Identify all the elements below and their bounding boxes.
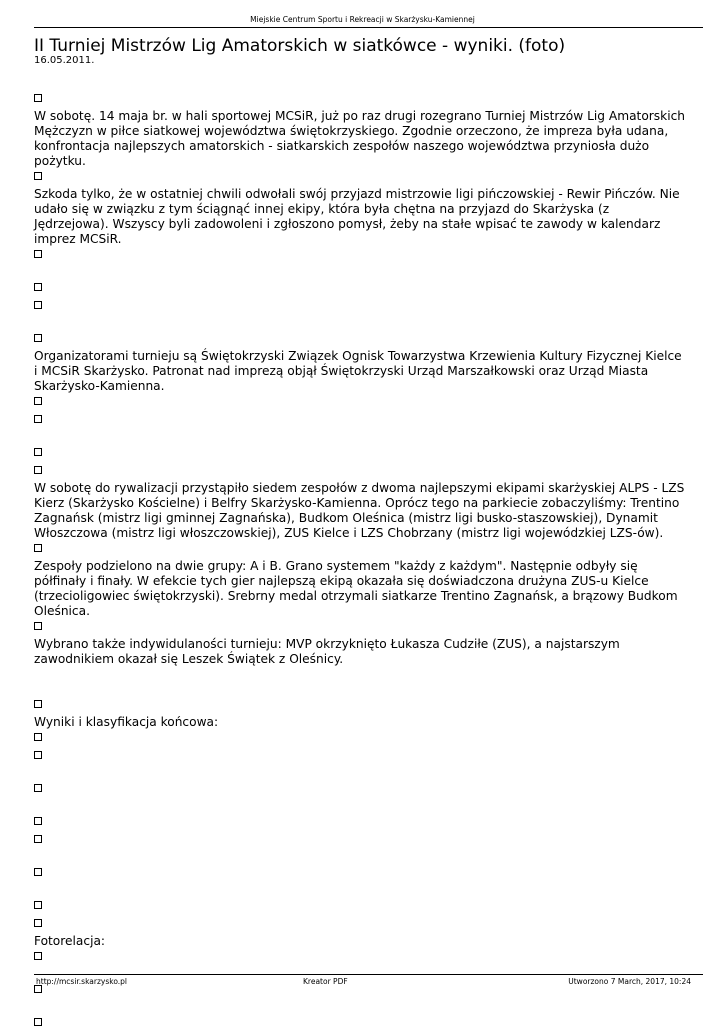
missing-image-icon (34, 301, 42, 309)
blank-line (34, 883, 686, 898)
article-paragraph: W sobotę do rywalizacji przystąpiło siedem zespołów z dwoma najlepszymi ekipami skarżyskiej ALPS - LZS Kierz (Skarżysko Kościelne) i Belfry Skarżysko-Kamienna. Oprócz tego na parkiecie zobaczyliśmy: Trentino Zagnańsk (mistrz ligi gminnej Zagnańska), Budkom Oleśnica (mistrz ligi busko-staszowskiej), Dynamit Włoszczowa (mistrz ligi włoszczowskiej), ZUS Kielce i LZS Chobrzany (mistrz ligi wojewódzkiej LZS-ów). (34, 481, 685, 540)
image-placeholder (34, 985, 686, 1000)
image-placeholder (34, 700, 686, 715)
blank-line (34, 430, 686, 445)
missing-image-icon (34, 985, 42, 993)
blank-line (34, 316, 686, 331)
image-placeholder (34, 466, 686, 481)
missing-image-icon (34, 868, 42, 876)
image-placeholder (34, 250, 686, 265)
image-placeholder (34, 283, 686, 298)
results-heading: Wyniki i klasyfikacja końcowa: (34, 715, 219, 729)
blank-line (34, 682, 686, 697)
missing-image-icon (34, 1018, 42, 1026)
image-placeholder (34, 301, 686, 316)
image-placeholder (34, 172, 686, 187)
footer-divider (34, 974, 703, 975)
missing-image-icon (34, 283, 42, 291)
image-placeholder (34, 544, 686, 559)
article-paragraph: W sobotę. 14 maja br. w hali sportowej MCSiR, już po raz drugi rozegrano Turniej Mistrzów Lig Amatorskich Mężczyzn w piłce siatkowej województwa świętokrzyskiego. Zgodnie orzeczono, że impreza była udana, konfrontacja najlepszych amatorskich - siatkarskich zespołów naszego województwa przyniosła dużo pożytku. (34, 109, 686, 168)
article-paragraph: Szkoda tylko, że w ostatniej chwili odwołali swój przyjazd mistrzowie ligi pińczowskiej - Rewir Pińczów. Nie udało się w związku z tym ściągnąć innej ekipy, która była chętna na przyjazd do Skarżyska (z Jędrzejowa). Wszyscy byli zadowoleni i zgłoszono pomysł, żeby na stałe wpisać te zawody w kalendarz imprez MCSiR. (34, 187, 680, 246)
photo-gallery-heading: Fotorelacja: (34, 934, 106, 948)
image-placeholder (34, 733, 686, 748)
article-body (34, 91, 686, 1033)
image-placeholder (34, 901, 686, 916)
missing-image-icon (34, 250, 42, 258)
article-title: II Turniej Mistrzów Lig Amatorskich w siatkówce - wyniki. (foto) (34, 36, 566, 56)
image-placeholder (34, 622, 686, 637)
missing-image-icon (34, 172, 42, 180)
missing-image-icon (34, 952, 42, 960)
image-placeholder (34, 817, 686, 832)
footer-created-date: Utworzono 7 March, 2017, 10:24 (568, 977, 691, 986)
image-placeholder (34, 784, 686, 799)
missing-image-icon (34, 544, 42, 552)
image-placeholder (34, 919, 686, 934)
missing-image-icon (34, 397, 42, 405)
image-placeholder (34, 835, 686, 850)
footer-generator: Kreator PDF (303, 977, 348, 986)
image-placeholder (34, 397, 686, 412)
missing-image-icon (34, 94, 42, 102)
blank-line (34, 850, 686, 865)
header-divider (34, 27, 703, 28)
image-placeholder (34, 868, 686, 883)
missing-image-icon (34, 901, 42, 909)
missing-image-icon (34, 751, 42, 759)
blank-line (34, 799, 686, 814)
missing-image-icon (34, 784, 42, 792)
footer-site-url: http://mcsir.skarzysko.pl (36, 977, 128, 986)
blank-line (34, 1000, 686, 1015)
image-placeholder (34, 1018, 686, 1033)
blank-line (34, 667, 686, 682)
article-date: 16.05.2011. (34, 55, 95, 66)
image-placeholder (34, 448, 686, 463)
missing-image-icon (34, 415, 42, 423)
missing-image-icon (34, 733, 42, 741)
missing-image-icon (34, 919, 42, 927)
article-paragraph: Wybrano także indywidulaności turnieju: MVP okrzyknięto Łukasza Cudziłe (ZUS), a najstarszym zawodnikiem okazał się Leszek Świątek z Oleśnicy. (34, 637, 620, 666)
image-placeholder (34, 952, 686, 967)
missing-image-icon (34, 334, 42, 342)
image-placeholder (34, 94, 686, 109)
image-placeholder (34, 334, 686, 349)
missing-image-icon (34, 817, 42, 825)
article-paragraph: Organizatorami turnieju są Świętokrzyski Związek Ognisk Towarzystwa Krzewienia Kultury Fizycznej Kielce i MCSiR Skarżysko. Patronat nad imprezą objął Świętokrzyski Urząd Marszałkowski oraz Urząd Miasta Skarżysko-Kamienna. (34, 349, 682, 393)
missing-image-icon (34, 622, 42, 630)
article-paragraph: Zespoły podzielono na dwie grupy: A i B. Grano systemem "każdy z każdym". Następnie odbyły się półfinały i finały. W efekcie tych gier najlepszą ekipą okazała się doświadczona drużyna ZUS-u Kielce (trzecioligowiec świętokrzyski). Srebrny medal otrzymali siatkarze Trentino Zagnańsk, a brązowy Budkom Oleśnica. (34, 559, 678, 618)
blank-line (34, 265, 686, 280)
header-organization-name: Miejskie Centrum Sportu i Rekreacji w Skarżysku-Kamiennej (250, 15, 475, 24)
blank-line (34, 766, 686, 781)
missing-image-icon (34, 700, 42, 708)
image-placeholder (34, 415, 686, 430)
missing-image-icon (34, 466, 42, 474)
image-placeholder (34, 751, 686, 766)
missing-image-icon (34, 448, 42, 456)
missing-image-icon (34, 835, 42, 843)
